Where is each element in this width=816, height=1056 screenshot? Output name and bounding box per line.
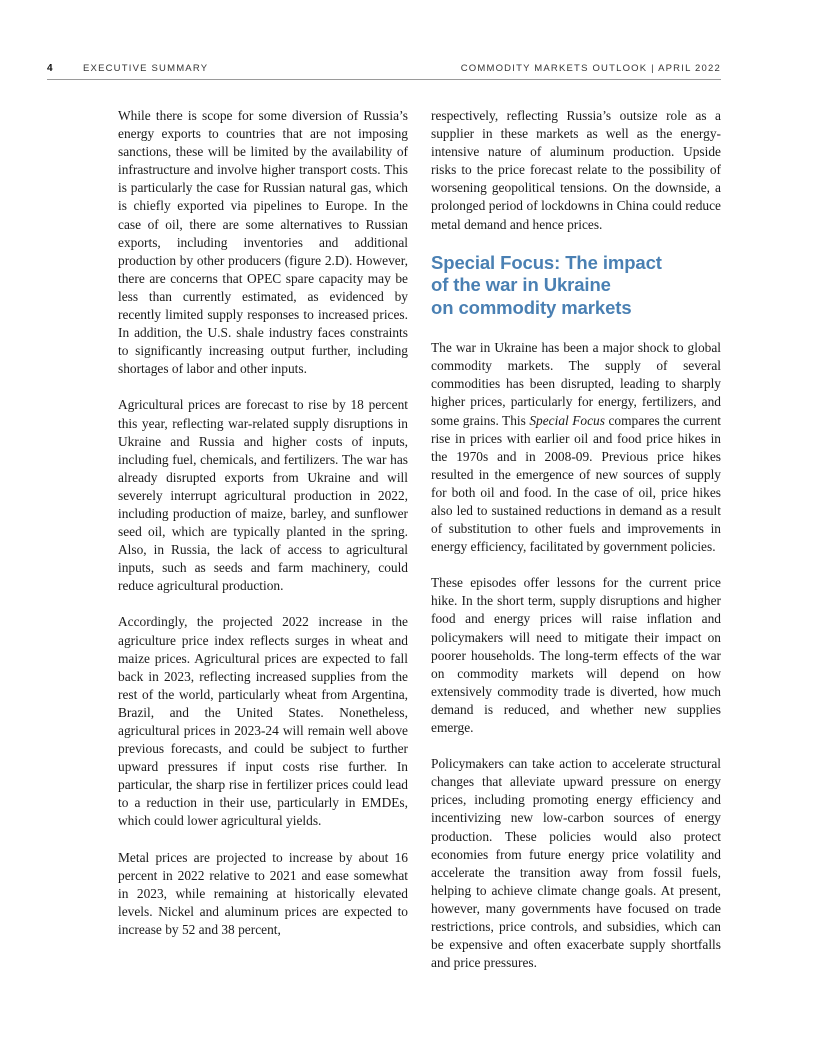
section-title: EXECUTIVE SUMMARY	[83, 63, 209, 74]
page-header	[47, 63, 721, 79]
paragraph-war-shock	[431, 339, 721, 556]
right-column	[431, 107, 721, 990]
left-column	[118, 107, 408, 957]
page-number: 4	[47, 63, 53, 74]
paragraph-lessons: These episodes offer lessons for the current price hike. In the short term, supply disruptions and higher food and energy prices will raise inflation and policymakers will need to mitigate their impact on poorer households. The long-term effects of the war on commodity markets will depend on how extensively commodity trade is diverted, how much demand is reduced, and whether new supplies emerge.	[431, 575, 721, 736]
report-title: COMMODITY MARKETS OUTLOOK | APRIL 2022	[460, 63, 721, 74]
paragraph-metal-continued: respectively, reflecting Russia’s outsize role as a supplier in these markets as well as the energy-intensive nature of aluminum production. Upside risks to the price forecast relate to the possibility of worsening geopolitical tensions. On the downside, a prolonged period of lockdowns in China could reduce metal demand and hence prices.	[431, 108, 721, 232]
paragraph-metal-prices: Metal prices are projected to increase by about 16 percent in 2022 relative to 2021 and ease somewhat in 2023, while remaining at historically elevated levels. Nickel and aluminum prices are expected to increase by 52 and 38 percent,	[118, 849, 408, 937]
header-rule	[47, 79, 721, 80]
special-focus-italic: Special Focus	[529, 412, 605, 428]
heading-line-2: of the war in Ukraine	[431, 274, 611, 296]
heading-line-1: Special Focus: The impact	[431, 251, 662, 273]
paragraph-energy-exports: While there is scope for some diversion of Russia’s energy exports to countries that are not imposing sanctions, these will be limited by the availability of infrastructure and involve higher transport costs. This is particularly the case for Russian natural gas, which is chiefly exported via pipelines to Europe. In the case of oil, there are some alternatives to Russian exports, including inventories and additional production by other producers (figure 2.D). However, there are concerns that OPEC spare capacity may be less than currently estimated, as evidenced by recently limited supply responses to increased prices. In addition, the U.S. shale industry faces constraints to significantly increasing output further, including shortages of labor and other inputs.	[118, 108, 408, 377]
special-focus-heading	[431, 252, 721, 320]
war-shock-text-1: The war in Ukraine has been a major shock to global commodity markets. The supply of several commodities has been disrupted, leading to sharply higher prices, particularly for energy, fertilizers, and some grains. This	[431, 340, 721, 428]
paragraph-agriculture-index: Accordingly, the projected 2022 increase in the agriculture price index reflects surges in wheat and maize prices. Agricultural prices are expected to fall back in 2023, reflecting increased supplies from the rest of the world, particularly wheat from Argentina, Brazil, and the United States. Nonetheless, agricultural prices in 2023-24 will remain well above previous forecasts, and could be subject to further upward pressures if input costs rise further. In particular, the sharp rise in fertilizer prices could lead to a reduction in their use, particularly in EMDEs, which could lower agricultural yields.	[118, 614, 408, 829]
paragraph-policymakers: Policymakers can take action to accelerate structural changes that alleviate upward pressure on energy prices, including promoting energy efficiency and incentivizing new low-carbon sources of energy production. These policies would also protect economies from future energy price volatility and accelerate the transition away from fossil fuels, helping to achieve climate change goals. At present, however, many governments have focused on trade restrictions, price controls, and subsidies, which can be expensive and often exacerbate supply shortfalls and price pressures.	[431, 756, 721, 971]
war-shock-text-2: compares the current rise in prices with earlier oil and food price hikes in the 1970s and in 2008-09. Previous price hikes resulted in the emergence of new sources of supply for both oil and food. In the case of oil, price hikes also led to sustained reductions in demand as a result of substitution to other fuels and improvements in energy efficiency, facilitated by government policies.	[431, 412, 721, 555]
heading-line-3: on commodity markets	[431, 296, 632, 318]
paragraph-agricultural-prices: Agricultural prices are forecast to rise by 18 percent this year, reflecting war-related supply disruptions in Ukraine and Russia and higher costs of inputs, including fuel, chemicals, and fertilizers. The war has already disrupted exports from Ukraine and will severely interrupt agricultural production in 2022, including production of maize, barley, and sunflower seed oil, which are typically planted in the spring. Also, in Russia, the lack of access to agricultural inputs, such as seeds and farm machinery, could reduce agricultural production.	[118, 397, 408, 594]
